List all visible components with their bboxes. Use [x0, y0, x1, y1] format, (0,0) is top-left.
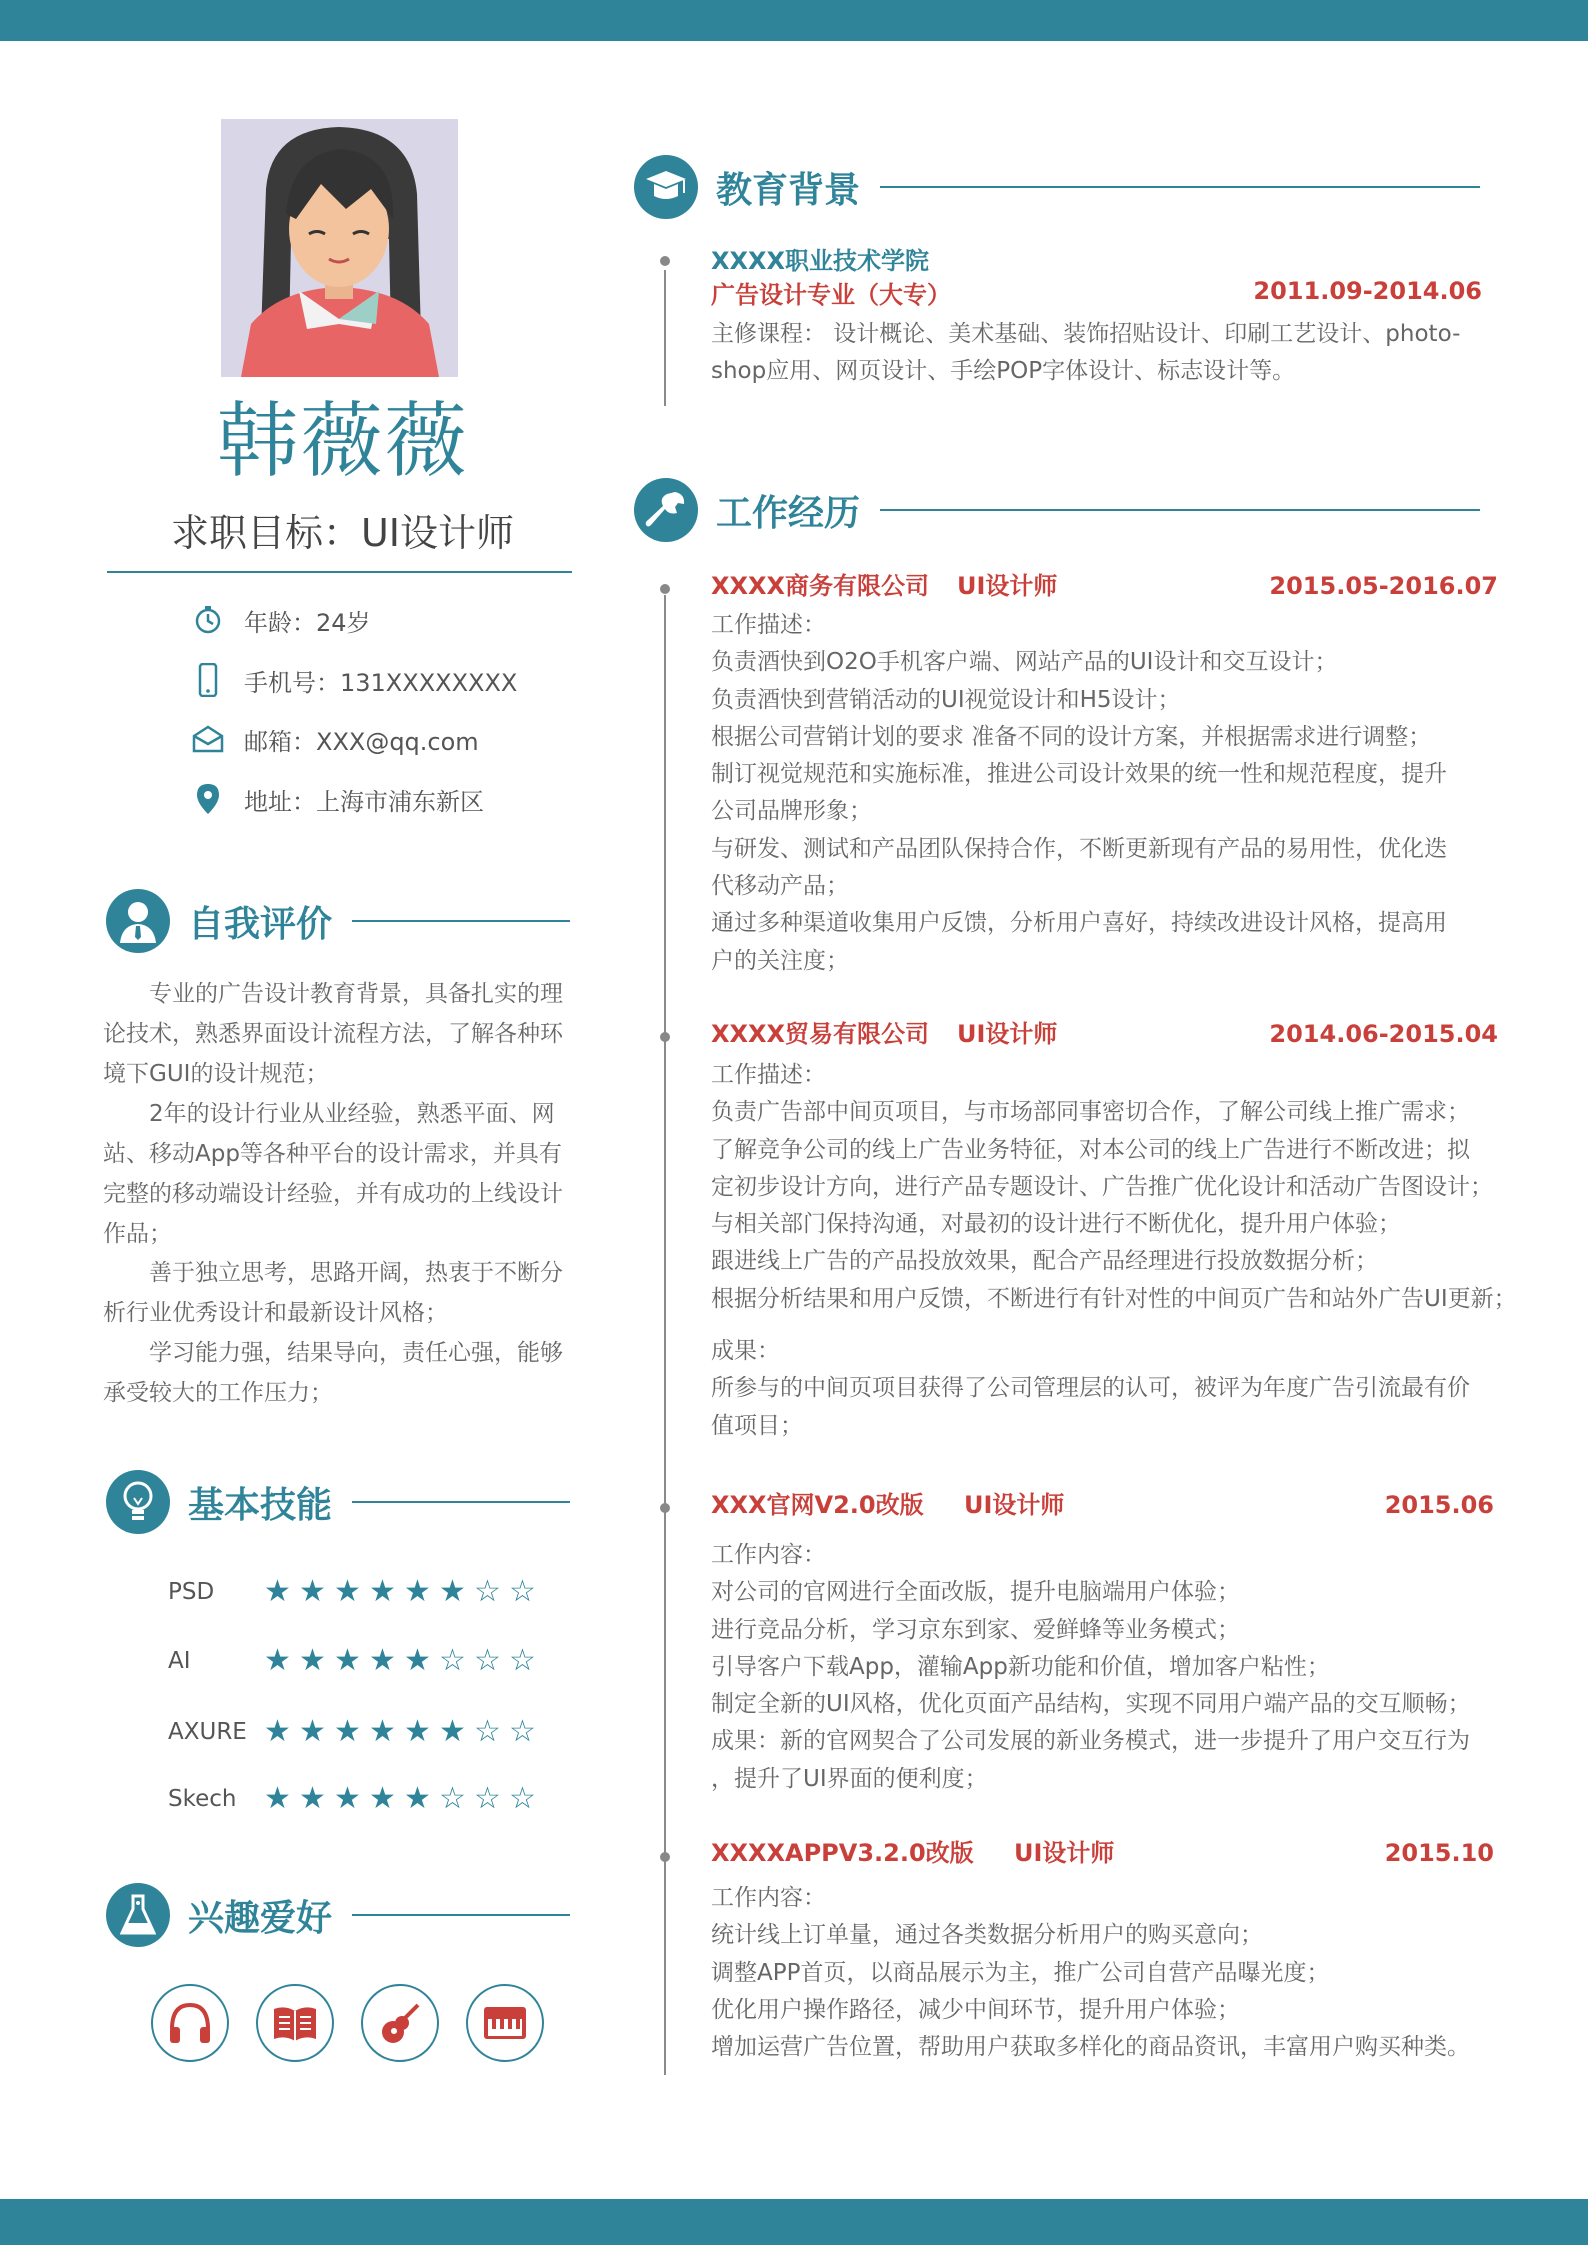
section-title: 教育背景 [716, 169, 861, 211]
star-empty-icon: ☆ [474, 1781, 501, 1816]
timeline-dot [660, 584, 670, 594]
education-courses [711, 316, 1541, 391]
info-email [190, 719, 479, 759]
desc-line: 制定全新的UI风格，优化页面产品结构，实现不同用户端产品的交互顺畅； [711, 1691, 1471, 1718]
star-filled-icon: ★ [439, 1574, 466, 1609]
piano-icon [466, 1984, 544, 2062]
headphones-icon [151, 1984, 229, 2062]
desc-line: 制订视觉规范和实施标准，推进公司设计效果的统一性和规范程度，提升 [711, 761, 1447, 788]
desc-line: 优化用户操作路径，减少中间环节，提升用户体验； [711, 1996, 1240, 2023]
desc-line: 统计线上订单量，通过各类数据分析用户的购买意向； [711, 1922, 1263, 1949]
star-filled-icon: ★ [369, 1781, 396, 1816]
timeline-dot [660, 1503, 670, 1513]
desc-line: 与相关部门保持沟通，对最初的设计进行不断优化，提升用户体验； [711, 1211, 1401, 1238]
company-name: XXXX贸易有限公司 [711, 1020, 930, 1048]
graduation-cap-icon [634, 155, 698, 219]
star-filled-icon: ★ [369, 1714, 396, 1749]
skill-rating [260, 1574, 540, 1610]
avatar-photo [221, 119, 458, 377]
education-date: 2011.09-2014.06 [1253, 277, 1482, 305]
timeline [664, 270, 666, 406]
job-role: UI设计师 [957, 572, 1058, 600]
timeline-dot [660, 1852, 670, 1862]
desc-line: 工作内容： [711, 1885, 826, 1911]
desc-line: 与研发、测试和产品团队保持合作，不断更新现有产品的易用性，优化迭 [711, 835, 1447, 862]
job-description [711, 1880, 1541, 2066]
skill-name: AXURE [168, 1719, 247, 1745]
desc-line: 根据分析结果和用户反馈，不断进行有针对性的中间页广告和站外广告UI更新； [711, 1285, 1517, 1312]
job-date: 2015.06 [1384, 1491, 1494, 1519]
section-rule [352, 1501, 570, 1503]
desc-line: 户的关注度； [711, 947, 849, 974]
address-text: 地址：上海市浦东新区 [244, 787, 484, 816]
star-empty-icon: ☆ [474, 1714, 501, 1749]
skill-rating [260, 1781, 540, 1817]
section-rule [880, 186, 1480, 188]
email-text: 邮箱：XXX@qq.com [244, 727, 479, 756]
phone-icon [190, 662, 226, 698]
major: 广告设计专业（大专） [711, 281, 951, 309]
clock-icon [190, 602, 226, 638]
desc-line: 了解竞争公司的线上广告业务特征，对本公司的线上广告进行不断改进；拟 [711, 1136, 1470, 1163]
star-empty-icon: ☆ [474, 1574, 501, 1609]
star-filled-icon: ★ [264, 1574, 291, 1609]
school-name: XXXX职业技术学院 [711, 247, 930, 275]
company-name: XXXX商务有限公司 [711, 572, 930, 600]
desc-line: 工作描述： [711, 612, 826, 638]
skill-name: PSD [168, 1579, 215, 1605]
self-eval-paragraph: 善于独立思考，思路开阔，热衷于不断分析行业优秀设计和最新设计风格； [103, 1260, 563, 1326]
star-filled-icon: ★ [299, 1781, 326, 1816]
star-filled-icon: ★ [264, 1643, 291, 1678]
star-filled-icon: ★ [334, 1643, 361, 1678]
result-line: 成果： [711, 1338, 780, 1364]
star-filled-icon: ★ [334, 1781, 361, 1816]
timeline-dot [660, 256, 670, 266]
skill-row [168, 1641, 540, 1681]
desc-line: 负责广告部中间页项目，与市场部同事密切合作，了解公司线上推广需求； [711, 1099, 1470, 1126]
divider [107, 571, 572, 573]
star-empty-icon: ☆ [439, 1781, 466, 1816]
timeline-dot [660, 1032, 670, 1042]
desc-line: 通过多种渠道收集用户反馈，分析用户喜好，持续改进设计风格，提高用 [711, 910, 1447, 937]
job-role: UI设计师 [964, 1491, 1065, 1519]
desc-line: 负责酒快到营销活动的UI视觉设计和H5设计； [711, 686, 1181, 713]
desc-line: 跟进线上广告的产品投放效果，配合产品经理进行投放数据分析； [711, 1248, 1378, 1275]
courses-line: shop应用、网页设计、手绘POP字体设计、标志设计等。 [711, 358, 1296, 385]
desc-line: 定初步设计方向，进行产品专题设计、广告推广优化设计和活动广告图设计； [711, 1173, 1493, 1200]
courses-line: 主修课程： 设计概论、美术基础、装饰招贴设计、印刷工艺设计、photo- [711, 321, 1461, 347]
star-filled-icon: ★ [439, 1714, 466, 1749]
job-date: 2015.05-2016.07 [1269, 572, 1498, 600]
mail-icon [190, 721, 226, 757]
star-empty-icon: ☆ [439, 1643, 466, 1678]
section-rule [352, 920, 570, 922]
star-filled-icon: ★ [264, 1714, 291, 1749]
star-filled-icon: ★ [299, 1643, 326, 1678]
info-age [190, 600, 371, 640]
info-phone [190, 660, 517, 700]
section-title: 工作经历 [716, 492, 861, 534]
skill-rating [260, 1643, 540, 1679]
desc-line: 增加运营广告位置，帮助用户获取多样化的商品资讯，丰富用户购买种类。 [711, 2034, 1470, 2061]
section-skills [106, 1467, 570, 1537]
star-filled-icon: ★ [299, 1714, 326, 1749]
desc-line: 工作内容： [711, 1542, 826, 1568]
desc-line: 引导客户下载App，灌输App新功能和价值，增加客户粘性； [711, 1653, 1330, 1680]
self-eval-paragraph: 2年的设计行业从业经验，熟悉平面、网站、移动App等各种平台的设计需求，并具有完整的移动端设计经验，并有成功的上线设计作品； [103, 1101, 563, 1247]
job-role: UI设计师 [957, 1020, 1058, 1048]
book-icon [256, 1984, 334, 2062]
desc-line: 进行竞品分析，学习京东到家、爱鲜蜂等业务模式； [711, 1616, 1240, 1643]
desc-line: 成果：新的官网契合了公司发展的新业务模式，进一步提升了用户交互行为 [711, 1728, 1470, 1755]
section-title: 基本技能 [188, 1484, 333, 1526]
star-filled-icon: ★ [264, 1781, 291, 1816]
desc-line: 代移动产品； [711, 873, 849, 900]
desc-line: 根据公司营销计划的要求 准备不同的设计方案，并根据需求进行调整； [711, 723, 1432, 750]
skill-rating [260, 1714, 540, 1750]
location-pin-icon [190, 781, 226, 817]
section-work [634, 475, 1480, 545]
flask-icon [106, 1883, 170, 1947]
star-filled-icon: ★ [369, 1643, 396, 1678]
star-empty-icon: ☆ [509, 1643, 536, 1678]
self-eval-paragraph: 专业的广告设计教育背景，具备扎实的理论技术，熟悉界面设计流程方法，了解各种环境下GUI的设计规范； [103, 981, 563, 1087]
job-description [711, 1537, 1541, 1798]
bottom-banner [0, 2199, 1588, 2245]
job-result [711, 1333, 1541, 1445]
skill-row [168, 1779, 540, 1819]
desc-line: 调整APP首页，以商品展示为主，推广公司自营产品曝光度； [711, 1959, 1330, 1986]
section-title: 自我评价 [188, 903, 333, 945]
job-description [711, 607, 1541, 980]
star-filled-icon: ★ [404, 1781, 431, 1816]
skill-row [168, 1572, 540, 1612]
star-empty-icon: ☆ [509, 1574, 536, 1609]
desc-line: 负责酒快到O2O手机客户端、网站产品的UI设计和交互设计； [711, 649, 1338, 676]
section-self-eval [106, 886, 570, 956]
star-filled-icon: ★ [334, 1574, 361, 1609]
company-name: XXXXAPPV3.2.0改版 [711, 1839, 974, 1867]
star-empty-icon: ☆ [509, 1781, 536, 1816]
self-eval-paragraph: 学习能力强，结果导向，责任心强，能够承受较大的工作压力； [103, 1340, 563, 1406]
skill-row [168, 1712, 540, 1752]
desc-line: ，提升了UI界面的便利度； [711, 1765, 988, 1792]
skill-name: AI [168, 1648, 191, 1674]
lightbulb-icon [106, 1470, 170, 1534]
star-empty-icon: ☆ [509, 1714, 536, 1749]
job-date: 2014.06-2015.04 [1269, 1020, 1498, 1048]
star-filled-icon: ★ [404, 1574, 431, 1609]
info-address [190, 779, 484, 819]
desc-line: 对公司的官网进行全面改版，提升电脑端用户体验； [711, 1579, 1240, 1606]
section-rule [880, 509, 1480, 511]
star-filled-icon: ★ [334, 1714, 361, 1749]
wrench-icon [634, 478, 698, 542]
desc-line: 公司品牌形象； [711, 798, 872, 825]
star-filled-icon: ★ [404, 1643, 431, 1678]
guitar-icon [361, 1984, 439, 2062]
star-filled-icon: ★ [404, 1714, 431, 1749]
star-filled-icon: ★ [299, 1574, 326, 1609]
skill-name: Skech [168, 1786, 237, 1812]
job-goal: 求职目标：UI设计师 [170, 511, 515, 555]
top-banner [0, 0, 1588, 41]
age-text: 年龄：24岁 [244, 608, 371, 637]
section-hobbies [106, 1880, 570, 1950]
section-title: 兴趣爱好 [188, 1897, 333, 1939]
result-line: 所参与的中间页项目获得了公司管理层的认可，被评为年度广告引流最有价 [711, 1375, 1470, 1402]
job-role: UI设计师 [1014, 1839, 1115, 1867]
star-empty-icon: ☆ [474, 1643, 501, 1678]
desc-line: 工作描述： [711, 1062, 826, 1088]
phone-text: 手机号：131XXXXXXXX [244, 668, 518, 697]
job-description [711, 1057, 1541, 1318]
star-filled-icon: ★ [369, 1574, 396, 1609]
result-line: 值项目； [711, 1412, 803, 1439]
section-rule [352, 1914, 570, 1916]
job-date: 2015.10 [1384, 1839, 1494, 1867]
section-education [634, 152, 1480, 222]
company-name: XXX官网V2.0改版 [711, 1491, 924, 1519]
person-icon [106, 889, 170, 953]
candidate-name: 韩薇薇 [216, 394, 469, 489]
